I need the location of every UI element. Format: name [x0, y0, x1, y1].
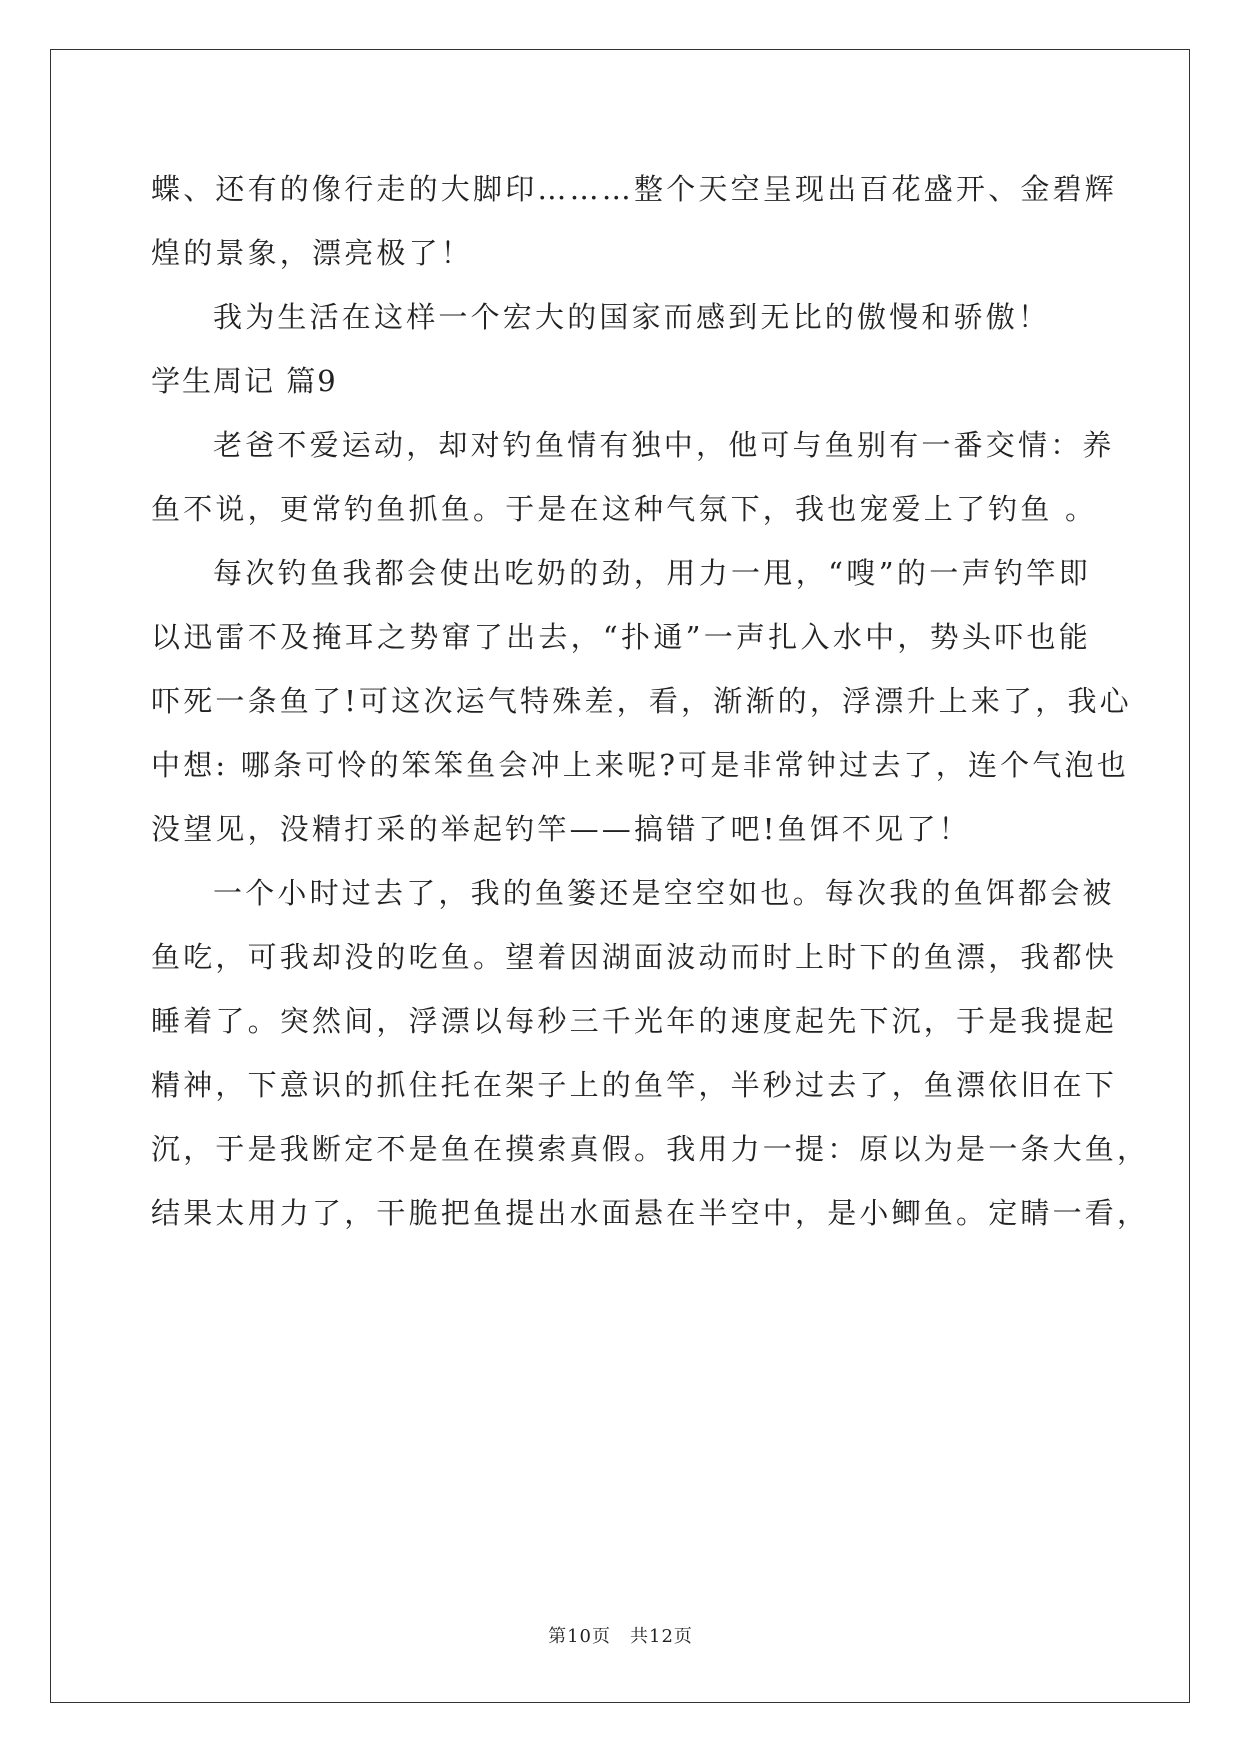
- paragraph-line: 没望见，没精打采的举起钓竿——搞错了吧!鱼饵不见了！: [151, 812, 971, 846]
- paragraph-line: 蝶、还有的像行走的大脚印………整个天空呈现出百花盛开、金碧辉: [151, 172, 1118, 206]
- paragraph-line: 每次钓鱼我都会使出吃奶的劲，用力一甩，“嗖”的一声钓竿即: [213, 556, 1091, 590]
- paragraph-line: 结果太用力了，干脆把鱼提出水面悬在半空中，是小鲫鱼。定睛一看，: [151, 1196, 1150, 1230]
- document-body: [151, 157, 1150, 1245]
- paragraph-line: 中想: 哪条可怜的笨笨鱼会冲上来呢?可是非常钟过去了，连个气泡也: [151, 748, 1129, 782]
- section-heading: 学生周记 篇9: [151, 364, 338, 398]
- paragraph-line: 沉，于是我断定不是鱼在摸索真假。我用力一提：原以为是一条大鱼，: [151, 1132, 1150, 1166]
- paragraph-line: 鱼吃，可我却没的吃鱼。望着因湖面波动而时上时下的鱼漂，我都快: [151, 940, 1118, 974]
- paragraph-line: 一个小时过去了，我的鱼篓还是空空如也。每次我的鱼饵都会被: [213, 876, 1115, 910]
- paragraph-line: 煌的景象，漂亮极了！: [151, 236, 474, 270]
- page-number: 第10页 共12页: [548, 1626, 693, 1647]
- paragraph-line: 以迅雷不及掩耳之势窜了出去，“扑通”一声扎入水中，势头吓也能: [151, 620, 1091, 654]
- paragraph-line: 精神，下意识的抓住托在架子上的鱼竿，半秒过去了，鱼漂依旧在下: [151, 1068, 1118, 1102]
- paragraph-line: 睡着了。突然间，浮漂以每秒三千光年的速度起先下沉，于是我提起: [151, 1004, 1118, 1038]
- paragraph-line: 我为生活在这样一个宏大的国家而感到无比的傲慢和骄傲！: [213, 300, 1051, 334]
- paragraph-line: 鱼不说，更常钓鱼抓鱼。于是在这种气氛下，我也宠爱上了钓鱼 。: [151, 492, 1098, 526]
- paragraph-line: 老爸不爱运动，却对钓鱼情有独中，他可与鱼别有一番交情：养: [213, 428, 1115, 462]
- paragraph-line: 吓死一条鱼了!可这次运气特殊差，看，渐渐的，浮漂升上来了，我心: [151, 684, 1132, 718]
